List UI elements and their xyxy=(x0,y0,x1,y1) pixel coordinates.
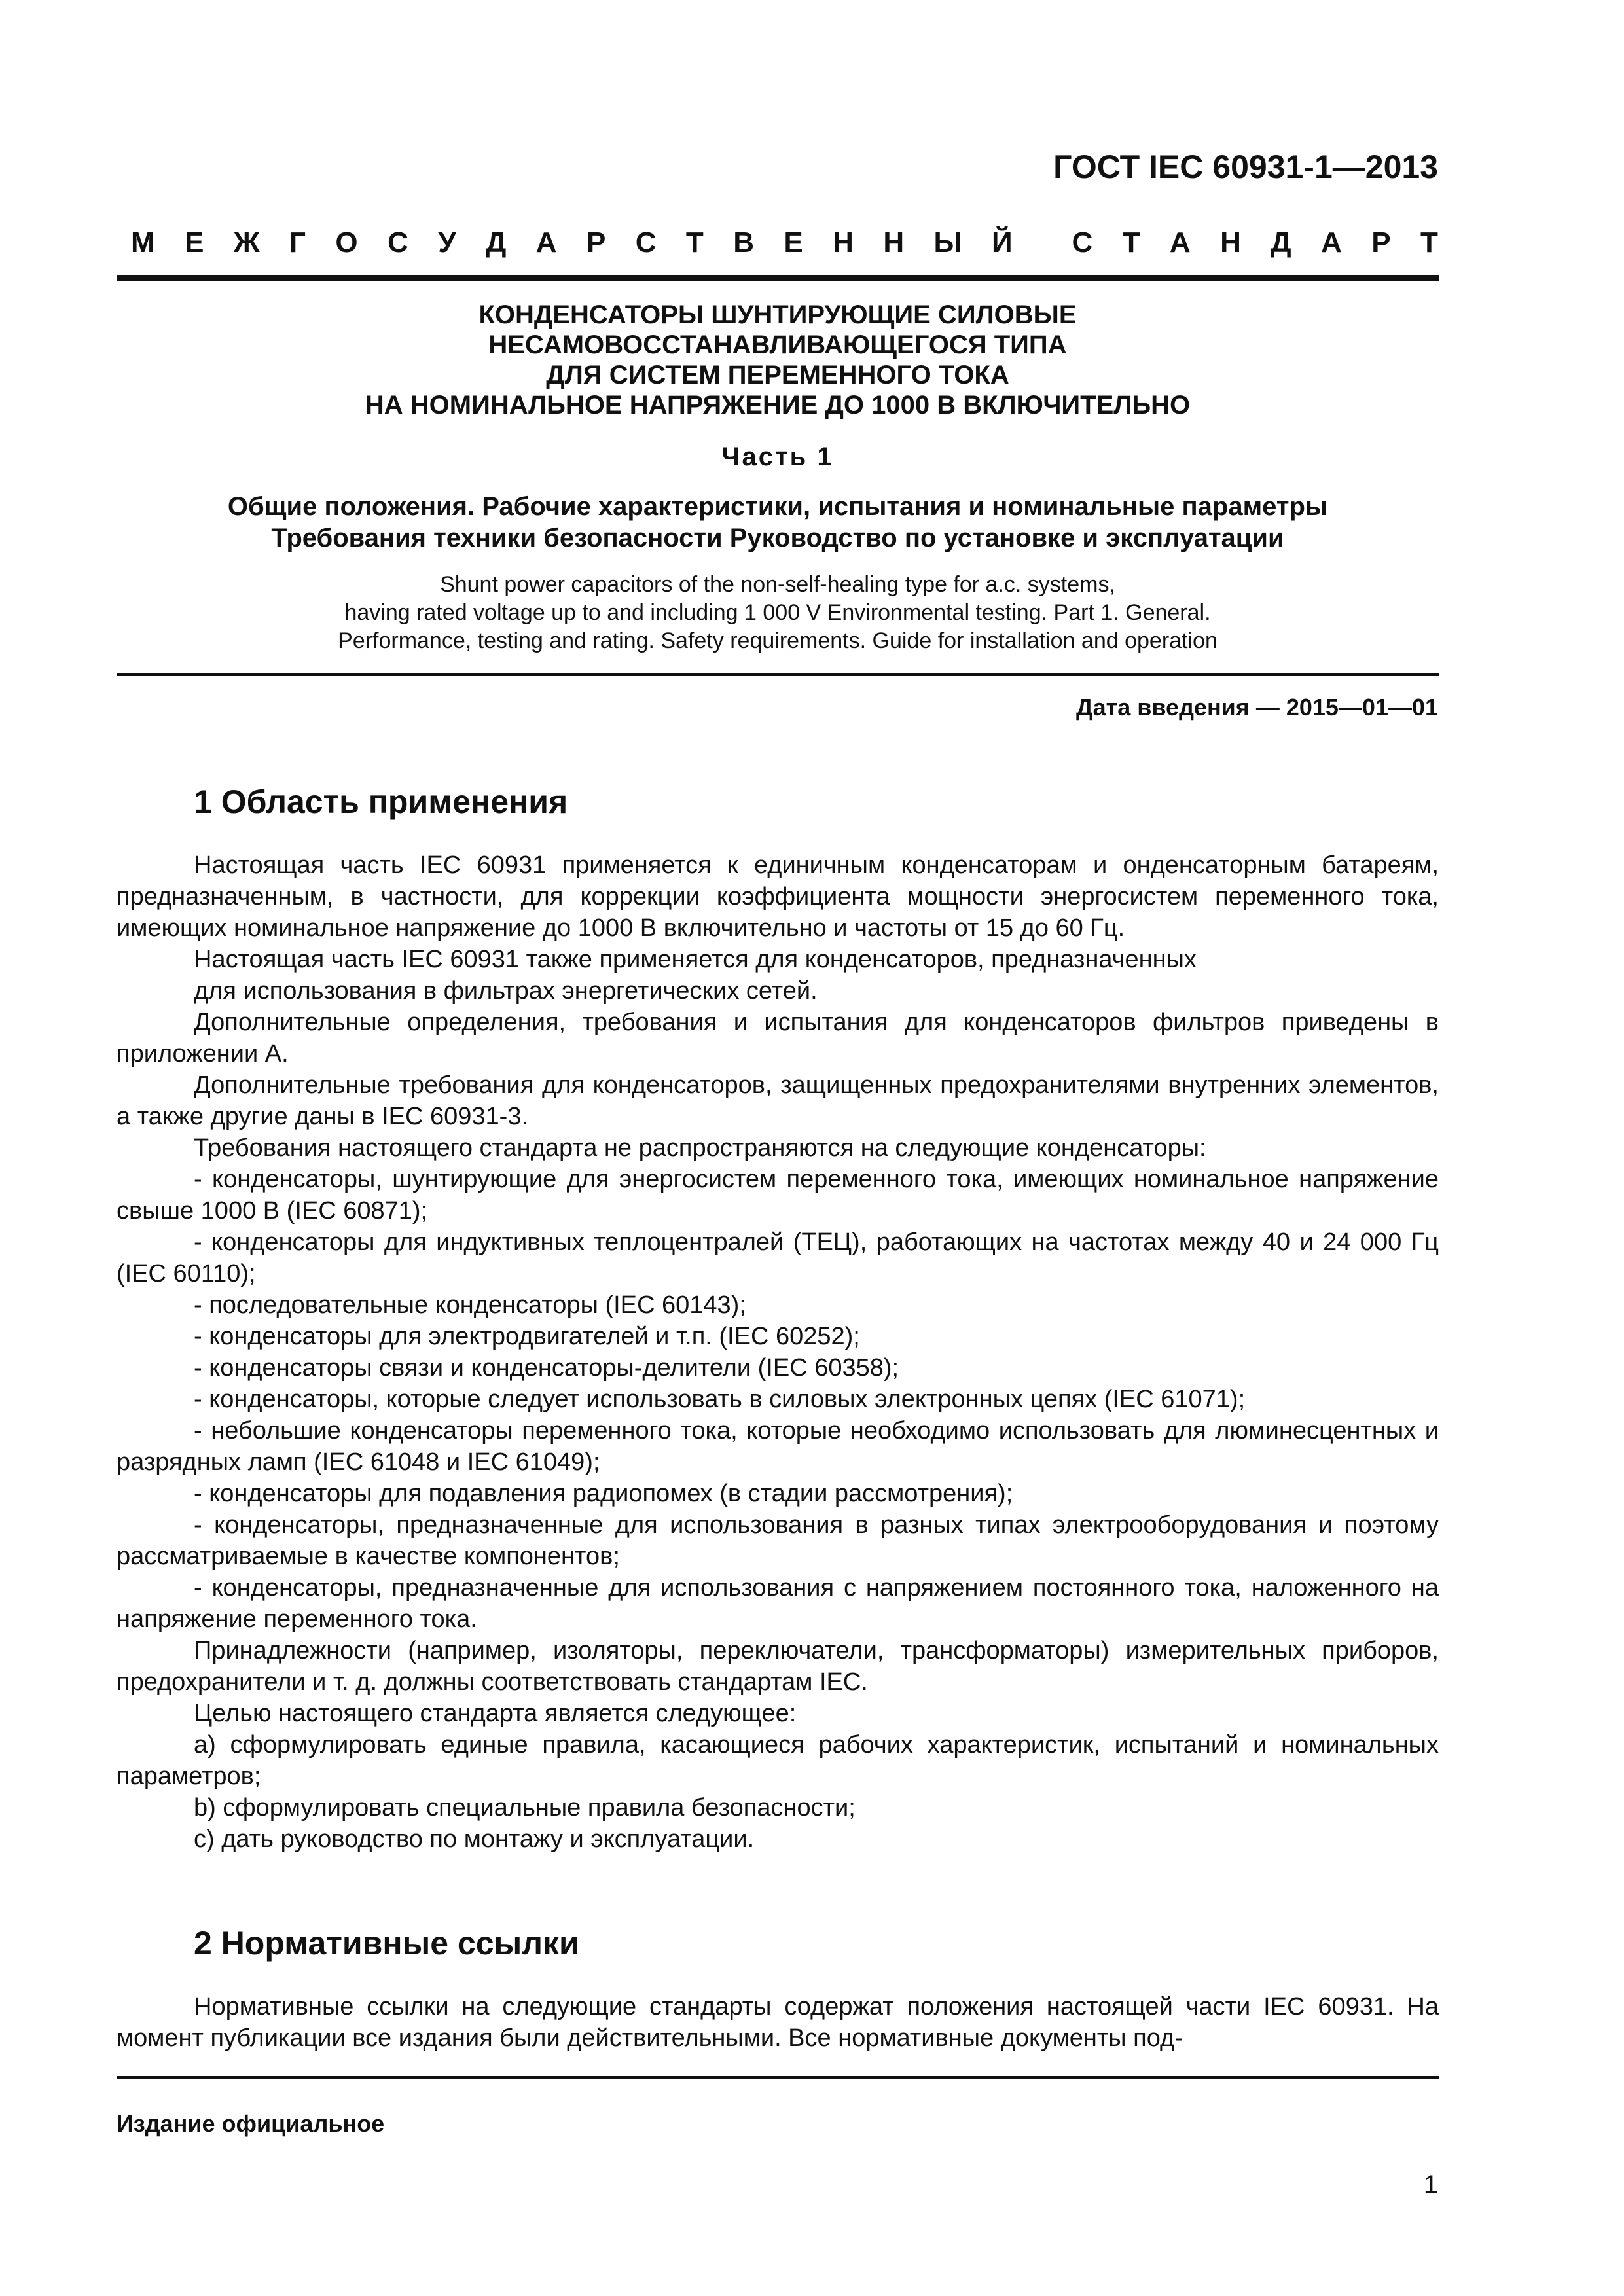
title-line: ДЛЯ СИСТЕМ ПЕРЕМЕННОГО ТОКА xyxy=(546,361,1009,389)
banner-letter: Н xyxy=(833,226,854,259)
banner-letter: Р xyxy=(1371,226,1391,259)
banner-letter: Т xyxy=(1122,226,1140,259)
header-rule xyxy=(117,275,1439,281)
banner-letter: О xyxy=(335,226,358,259)
edition-label: Издание официальное xyxy=(117,2110,385,2137)
banner-letter: Е xyxy=(784,226,803,259)
section-2-body xyxy=(117,1991,1439,2054)
banner-letter: С xyxy=(1072,226,1093,259)
list-item: b) сформулировать специальные правила безопасности; xyxy=(194,1794,856,1821)
english-title-line: Shunt power capacitors of the non-self-healing type for a.c. systems, xyxy=(440,572,1115,597)
list-item: - конденсаторы для индуктивных теплоцентралей (ТЕЦ), работающих на частотах между 40 и 24 000 Гц (IEC 60110); xyxy=(117,1229,1439,1287)
english-title-line: having rated voltage up to and including 1 000 V Environmental testing. Part 1. General. xyxy=(344,600,1211,625)
banner-letter: А xyxy=(1321,226,1342,259)
paragraph: Требования настоящего стандарта не распространяются на следующие конденсаторы: xyxy=(194,1134,1206,1162)
banner-letter: Н xyxy=(883,226,905,259)
title-line: КОНДЕНСАТОРЫ ШУНТИРУЮЩИЕ СИЛОВЫЕ xyxy=(478,300,1077,329)
banner-letter: В xyxy=(733,226,754,259)
banner-letter: Е xyxy=(185,226,204,259)
banner-letter: Г xyxy=(289,226,306,259)
list-item: - конденсаторы, предназначенные для использования с напряжением постоянного тока, наложенного на напряжение переменного тока. xyxy=(117,1574,1439,1633)
english-title-block xyxy=(117,571,1439,655)
paragraph: Настоящая часть IEC 60931 также применяется для конденсаторов, предназначенных xyxy=(194,946,1197,973)
list-item: - конденсаторы, шунтирующие для энергосистем переменного тока, имеющих номинальное напряжение свыше 1000 В (IEC 60871); xyxy=(117,1166,1439,1225)
paragraph: Принадлежности (например, изоляторы, переключатели, трансформаторы) измерительных приборов, предохранители и т. д. должны соответствовать стандартам IEC. xyxy=(117,1637,1439,1696)
section-1-heading: 1 Область применения xyxy=(194,783,568,820)
banner-letter: Н xyxy=(1220,226,1241,259)
banner-letter: А xyxy=(1169,226,1191,259)
title-line: НЕСАМОВОССТАНАВЛИВАЮЩЕГОСЯ ТИПА xyxy=(488,331,1067,359)
page-number: 1 xyxy=(1423,2170,1438,2199)
banner-letter: Ы xyxy=(933,226,962,259)
footer-rule xyxy=(117,2076,1439,2079)
banner-letter: С xyxy=(388,226,408,259)
title-rule xyxy=(117,673,1439,676)
banner-letter: М xyxy=(131,226,155,259)
subtitle-line: Требования техники безопасности Руководство по установке и эксплуатации xyxy=(271,524,1284,552)
paragraph: Нормативные ссылки на следующие стандарты содержат положения настоящей части IEC 60931. На момент публикации все издания были действительными. Все нормативные документы под- xyxy=(117,1993,1439,2052)
banner-letter: Р xyxy=(586,226,606,259)
paragraph: для использования в фильтрах энергетических сетей. xyxy=(194,977,818,1005)
section-1-body xyxy=(117,850,1439,1855)
list-item: - конденсаторы связи и конденсаторы-делители (IEC 60358); xyxy=(194,1354,899,1382)
paragraph: Целью настоящего стандарта является следующее: xyxy=(194,1700,797,1727)
banner-letter: А xyxy=(535,226,557,259)
banner-letter: Ж xyxy=(233,226,260,259)
list-item: - небольшие конденсаторы переменного тока, которые необходимо использовать для люминесцентных и разрядных ламп (IEC 61048 и IEC 61049); xyxy=(117,1417,1439,1476)
english-title-line: Performance, testing and rating. Safety requirements. Guide for installation and operation xyxy=(338,628,1218,653)
section-2-heading: 2 Нормативные ссылки xyxy=(194,1925,579,1962)
banner-letter: С xyxy=(635,226,657,259)
document-code: ГОСТ IEC 60931-1—2013 xyxy=(1053,149,1438,185)
banner-letter: Т xyxy=(1420,226,1438,259)
paragraph: Дополнительные требования для конденсаторов, защищенных предохранителями внутренних элементов, а также другие даны в IEC 60931-3. xyxy=(117,1071,1439,1130)
banner-letter: Т xyxy=(685,226,704,259)
list-item: a) сформулировать единые правила, касающиеся рабочих характеристик, испытаний и номинальных параметров; xyxy=(117,1731,1439,1790)
banner-letter: У xyxy=(438,226,456,259)
subtitle-block xyxy=(117,491,1439,554)
list-item: - конденсаторы для электродвигателей и т.п. (IEC 60252); xyxy=(194,1323,860,1350)
banner-letter: Д xyxy=(1271,226,1291,259)
title-line: НА НОМИНАЛЬНОЕ НАПРЯЖЕНИЕ ДО 1000 В ВКЛЮЧИТЕЛЬНО xyxy=(365,391,1191,420)
paragraph: Дополнительные определения, требования и испытания для конденсаторов фильтров приведены в приложении А. xyxy=(117,1009,1439,1067)
title-block xyxy=(117,300,1439,420)
part-label: Часть 1 xyxy=(721,442,834,471)
list-item: - конденсаторы, предназначенные для использования в разных типах электрооборудования и поэтому рассматриваемые в качестве компонентов; xyxy=(117,1511,1439,1570)
effective-date: Дата введения — 2015—01—01 xyxy=(1075,694,1438,721)
paragraph: Настоящая часть IEC 60931 применяется к единичным конденсаторам и онденсаторным батареям, предназначенным, в частности, для коррекции коэффициента мощности энергосистем переменного тока, имеющих номинальное напряжение до 1000 В включительно и частоты от 15 до 60 Гц. xyxy=(117,852,1439,942)
list-item: - конденсаторы для подавления радиопомех (в стадии рассмотрения); xyxy=(194,1480,1013,1507)
list-item: c) дать руководство по монтажу и эксплуатации. xyxy=(194,1825,755,1853)
list-item: - конденсаторы, которые следует использовать в силовых электронных цепях (IEC 61071); xyxy=(194,1386,1246,1413)
banner-letter: Д xyxy=(485,226,507,259)
subtitle-line: Общие положения. Рабочие характеристики, испытания и номинальные параметры xyxy=(227,492,1328,521)
interstate-standard-banner xyxy=(131,226,1438,259)
banner-letter: Й xyxy=(992,226,1013,259)
list-item: - последовательные конденсаторы (IEC 60143); xyxy=(194,1291,746,1319)
